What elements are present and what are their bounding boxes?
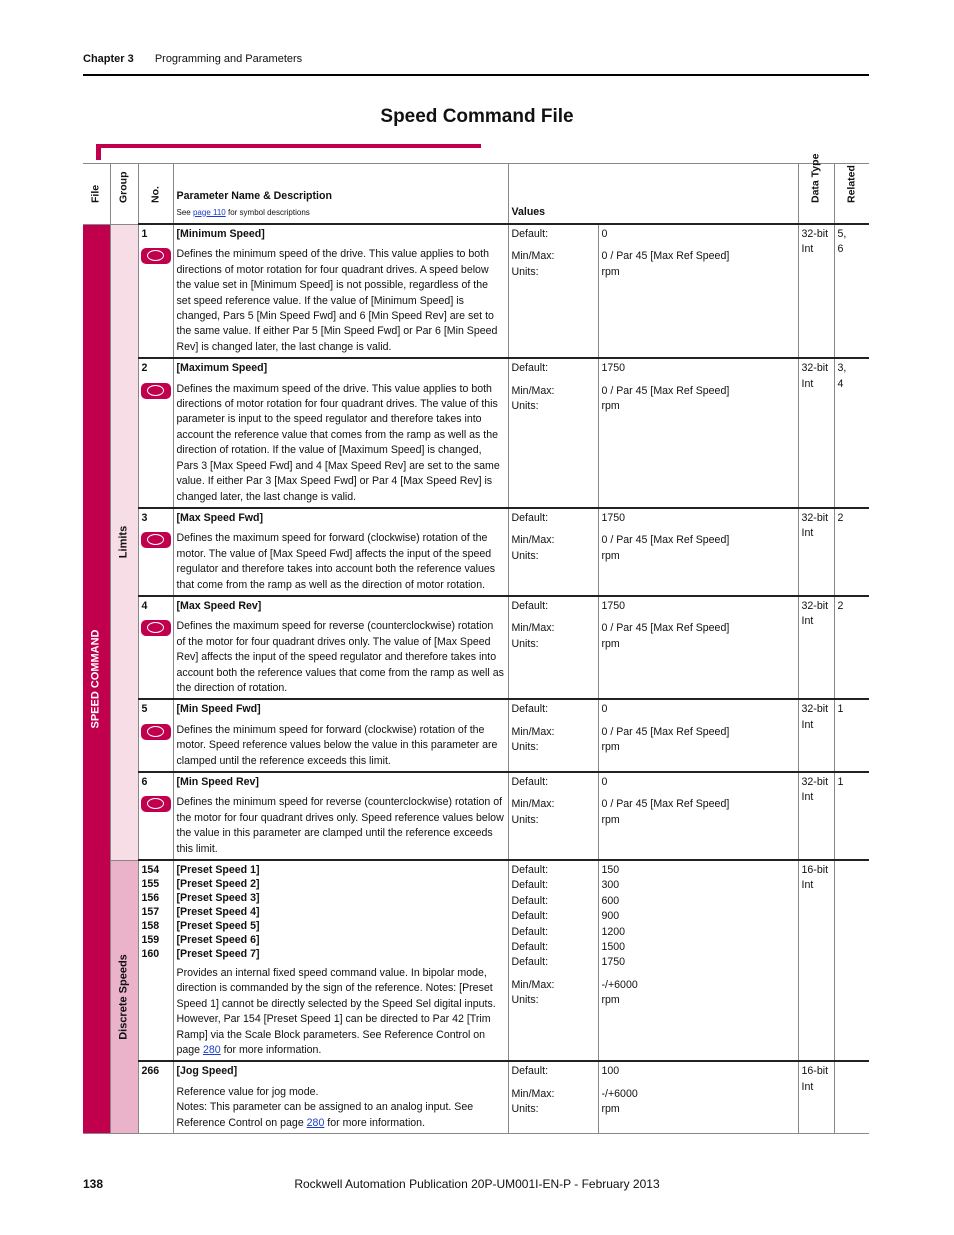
param-name: [Maximum Speed]	[176, 362, 268, 375]
param-row: SPEED COMMAND Limits 1 [Minimum Speed] Defines the minimum speed of the drive. This value applies to both directions of motor rotation for four quadrant drives. A speed below the value set in [Minimum Speed] is not possible, regardless of the set speed reference value. If the value of [Minimum Speed] is changed, Pars 5 [Min Speed Fwd] and 6 [Min Speed Rev] are set to the same value. If either Par 5 [Min Speed Fwd] or Par 6 [Min Speed Rev] is changed later, the last change is valid. Default: Min/Max: Units: 0 0 / Par 45 [Max Ref Speed] rpm 32-bit Int 5, 6	[83, 224, 869, 358]
accent-bar-horizontal	[96, 144, 481, 148]
param-name: [Min Speed Fwd]	[176, 703, 261, 716]
param-row-jog: 266 [Jog Speed] Reference value for jog mode. Notes: This parameter can be assigned to an analog input. See Reference Control on page 280 for more information. Default: Min/Max: Units: 100 -/+6000 rpm 16-bit Int	[83, 1061, 869, 1133]
header-rule	[83, 74, 869, 76]
symbol-note: See page 110 for symbol descriptions	[176, 207, 310, 217]
col-file: File	[83, 164, 110, 225]
access-level-icon	[141, 383, 171, 399]
access-level-icon	[141, 248, 171, 264]
file-cell: SPEED COMMAND	[83, 224, 110, 1134]
param-row: 6 [Min Speed Rev] Defines the minimum speed for reverse (counterclockwise) rotation of the motor for four quadrant drives only. Speed reference values below the value in this parameter are clamped until the reference exceeds this limit. Default: Min/Max: Units: 0 0 / Par 45 [Max Ref Speed] rpm 32-bit Int 1	[83, 772, 869, 860]
col-no: No.	[138, 164, 173, 225]
page-title: Speed Command File	[380, 106, 574, 127]
param-name: [Preset Speed 1] [Preset Speed 2] [Preset Speed 3] [Preset Speed 4] [Preset Speed 5] [Preset Speed 6] [Preset Speed 7]	[176, 864, 260, 961]
page-header	[83, 53, 302, 65]
param-desc: Defines the minimum speed for reverse (counterclockwise) rotation of the motor for four quadrant drives only. Speed reference values below the value in this parameter are clamped until the reference exceeds this limit.	[176, 796, 504, 855]
param-name: [Max Speed Rev]	[176, 599, 262, 612]
param-row: 4 [Max Speed Rev] Defines the maximum speed for reverse (counterclockwise) rotation of the motor for four quadrant drives only. The value of [Max Speed Rev] affects the input of the speed regulator and therefore takes into account both the reference values that come from the ramp as well as the direction of rotation. Default: Min/Max: Units: 1750 0 / Par 45 [Max Ref Speed] rpm 32-bit Int 2	[83, 596, 869, 699]
col-values: Values	[508, 164, 798, 225]
access-level-icon	[141, 796, 171, 812]
param-row: 5 [Min Speed Fwd] Defines the minimum speed for forward (clockwise) rotation of the motor. Speed reference values below the value in this parameter are clamped until the reference exceeds this limit. Default: Min/Max: Units: 0 0 / Par 45 [Max Ref Speed] rpm 32-bit Int 1	[83, 699, 869, 772]
col-related: Related	[834, 164, 869, 225]
access-level-icon	[141, 532, 171, 548]
param-desc: Provides an internal fixed speed command value. In bipolar mode, direction is commanded by the sign of the reference. Notes: [Preset Speed 1] cannot be directly selected by the Speed Sel digital inputs. However, Par 154 [Preset Speed 1] can be directed to Par 42 [Trim Ramp] via the Scale Block parameters. See Reference Control on page 280 for more information.	[176, 967, 496, 1057]
group-limits: Limits	[110, 224, 138, 860]
col-group: Group	[110, 164, 138, 225]
col-data-type: Data Type	[798, 164, 834, 225]
col-name	[173, 164, 508, 225]
section-label: Programming and Parameters	[154, 53, 303, 65]
param-desc: Defines the maximum speed for forward (clockwise) rotation of the motor. The value of [Max Speed Fwd] affects the input of the speed regulator and therefore takes into account both the reference values that come from the ramp as well as the direction of motor rotation.	[176, 532, 496, 591]
param-row: 3 [Max Speed Fwd] Defines the maximum speed for forward (clockwise) rotation of the motor. The value of [Max Speed Fwd] affects the input of the speed regulator and therefore takes into account both the reference values that come from the ramp as well as the direction of motor rotation. Default: Min/Max: Units: 1750 0 / Par 45 [Max Ref Speed] rpm 32-bit Int 2	[83, 508, 869, 596]
page-number: 138	[83, 1177, 104, 1191]
param-desc: Reference value for jog mode. Notes: This parameter can be assigned to an analog input. See Reference Control on page 280 for more information.	[176, 1085, 474, 1129]
param-row: 2 [Maximum Speed] Defines the maximum speed of the drive. This value applies to both directions of motor rotation for four quadrant drives. The value of this parameter is input to the speed regulator and therefore takes into account the reference value that comes from the ramp as well as the direction of rotation. If the value of [Maximum Speed] is changed, Pars 3 [Max Speed Fwd] and 4 [Max Speed Rev] are set to the same value. If either Par 3 [Max Speed Fwd] or Par 4 [Max Speed Rev] is changed later, the last change is valid. Default: Min/Max: Units: 1750 0 / Par 45 [Max Ref Speed] rpm 32-bit Int 3, 4	[83, 358, 869, 508]
page-280-link[interactable]: 280	[203, 1044, 221, 1057]
access-level-icon	[141, 724, 171, 740]
access-level-icon	[141, 620, 171, 636]
param-name: [Max Speed Fwd]	[176, 511, 264, 524]
parameter-table	[83, 153, 869, 1134]
param-name: [Minimum Speed]	[176, 228, 265, 240]
chapter-label: Chapter 3	[83, 53, 134, 65]
param-desc: Defines the minimum speed of the drive. This value applies to both directions of motor rotation for four quadrant drives. A speed below the value set in [Minimum Speed] is not possible, regardless of the set speed reference value. If the value of [Minimum Speed] is changed, Pars 5 [Min Speed Fwd] and 6 [Min Speed Rev] are set to the same value. If either Par 5 [Min Speed Fwd] or Par 6 [Min Speed Rev] is changed later, the last change is valid.	[176, 248, 498, 353]
param-desc: Defines the maximum speed of the drive. This value applies to both directions of motor rotation for four quadrant drives. The value of this parameter is input to the speed regulator and therefore takes into account the reference value that comes from the ramp as well as the direction of rotation. If the value of [Maximum Speed] is changed, Pars 3 [Max Speed Fwd] and 4 [Max Speed Rev] are set to the same value. If either Par 3 [Max Speed Fwd] or Par 4 [Max Speed Rev] is changed later, the last change is valid.	[176, 382, 500, 503]
group-discrete-speeds: Discrete Speeds	[110, 860, 138, 1134]
param-desc: Defines the maximum speed for reverse (counterclockwise) rotation of the motor for four quadrant drives only. The value of [Max Speed Rev] affects the input of the speed regulator and therefore takes into account both the reference values that come from the ramp as well as the direction of rotation.	[176, 620, 504, 694]
col-name-title: Parameter Name & Description	[176, 190, 332, 203]
page-110-link[interactable]: page 110	[192, 207, 226, 217]
param-name: [Min Speed Rev]	[176, 776, 259, 788]
page-280-link[interactable]: 280	[306, 1116, 325, 1129]
param-row-preset: Discrete Speeds 154 155 156 157 158 159 160 [Preset Speed 1] [Preset Speed 2] [Preset Speed 3] [Preset Speed 4] [Preset Speed 5] [Preset Speed 6] [Preset Speed 7] Provides an internal fixed speed command value. In bipolar mode, direction is commanded by the sign of the reference. Notes: [Preset Speed 1] cannot be directly selected by the Speed Sel digital inputs. However, Par 154 [Preset Speed 1] can be directed to Par 42 [Trim Ramp] via the Scale Block parameters. See Reference Control on page 280 for more information. Default: Default: Default: Default: Default: Default: Default: Min/Max: Units: 150 300 600 900 1200 1500 1750 -/+6000 rpm 16-bit Int	[83, 860, 869, 1061]
param-desc: Defines the minimum speed for forward (clockwise) rotation of the motor. Speed reference values below the value in this parameter are clamped until the reference exceeds this limit.	[176, 723, 498, 767]
publication-info: Rockwell Automation Publication 20P-UM001I-EN-P - February 2013	[294, 1177, 660, 1191]
param-name: [Jog Speed]	[176, 1065, 238, 1078]
